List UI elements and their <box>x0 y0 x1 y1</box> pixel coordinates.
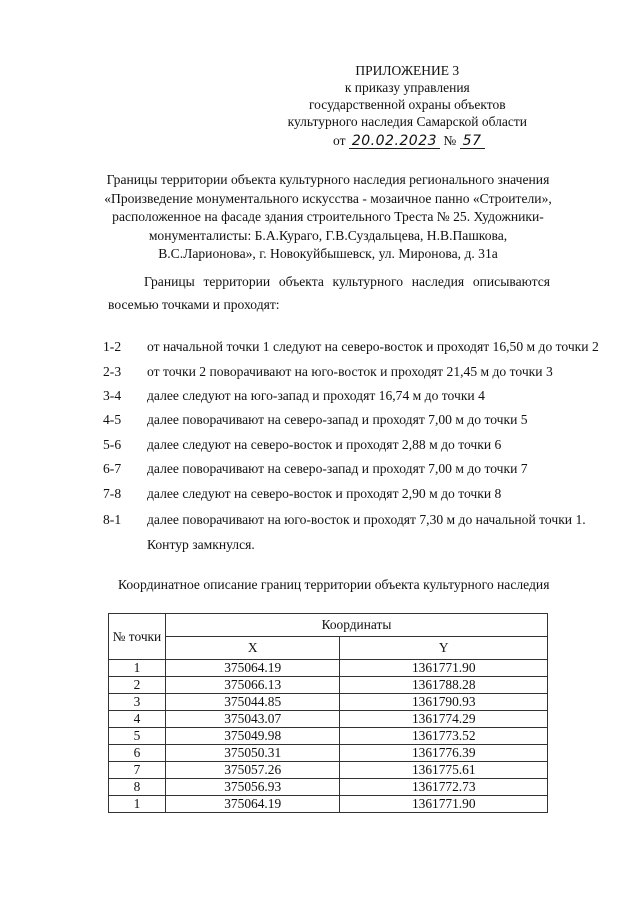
title-line: Границы территории объекта культурного наследия регионального значения <box>106 172 550 187</box>
segment-description: далее поворачивают на северо-запад и проходят 7,00 м до точки 7 <box>147 461 528 476</box>
table-row <box>109 762 548 779</box>
authority-line-1: государственной охраны объектов <box>308 97 506 112</box>
handwritten-date: 20.02.2023 <box>349 134 440 149</box>
table-row <box>109 796 548 813</box>
cell-point: 4 <box>109 711 166 728</box>
table-row <box>109 779 548 796</box>
number-prefix: № <box>443 133 457 148</box>
header-y: Y <box>340 637 548 660</box>
cell-y: 1361772.73 <box>340 779 548 796</box>
intro-line-1: Границы территории объекта культурного наследия описываются <box>144 274 550 289</box>
date-prefix: от <box>333 133 346 148</box>
segment-number: 4-5 <box>103 412 122 427</box>
cell-point: 1 <box>109 660 166 677</box>
cell-y: 1361771.90 <box>340 796 548 813</box>
segment-number: 5-6 <box>103 437 122 452</box>
segment-number: 7-8 <box>103 486 122 501</box>
header-point-number: № точки <box>109 614 166 660</box>
cell-x: 375057.26 <box>165 762 340 779</box>
header-x: X <box>165 637 340 660</box>
cell-y: 1361774.29 <box>340 711 548 728</box>
cell-y: 1361775.61 <box>340 762 548 779</box>
cell-y: 1361790.93 <box>340 694 548 711</box>
cell-x: 375056.93 <box>165 779 340 796</box>
appendix-header <box>288 62 527 130</box>
cell-x: 375066.13 <box>165 677 340 694</box>
table-row <box>109 677 548 694</box>
cell-y: 1361771.90 <box>340 660 548 677</box>
segment-description: далее поворачивают на северо-запад и проходят 7,00 м до точки 5 <box>147 412 528 427</box>
intro-line-2: восемью точками и проходят: <box>108 297 280 312</box>
handwritten-number: 57 <box>460 134 485 149</box>
title-line: монументалисты: Б.А.Кураго, Г.В.Суздальцева, Н.В.Пашкова, <box>148 227 508 243</box>
segment-description: далее следуют на юго-запад и проходят 16,74 м до точки 4 <box>147 388 485 403</box>
cell-y: 1361776.39 <box>340 745 548 762</box>
table-row <box>109 711 548 728</box>
segment-description: далее поворачивают на юго-восток и проходят 7,30 м до начальной точки 1. <box>147 512 586 527</box>
title-line: «Произведение монументального искусства - мозаичное панно «Строители», <box>104 190 552 206</box>
cell-point: 5 <box>109 728 166 745</box>
appendix-title: ПРИЛОЖЕНИЕ 3 <box>355 63 460 78</box>
cell-x: 375064.19 <box>165 796 340 813</box>
document-title <box>88 171 568 264</box>
table-row <box>109 728 548 745</box>
table-row <box>109 694 548 711</box>
segment-description: от точки 2 поворачивают на юго-восток и проходят 21,45 м до точки 3 <box>147 364 553 379</box>
cell-x: 375043.07 <box>165 711 340 728</box>
cell-point: 3 <box>109 694 166 711</box>
cell-point: 1 <box>109 796 166 813</box>
title-line: расположенное на фасаде здания строительного Треста № 25. Художники- <box>112 209 544 224</box>
cell-x: 375064.19 <box>165 660 340 677</box>
table-row <box>109 660 548 677</box>
cell-point: 6 <box>109 745 166 762</box>
order-reference: к приказу управления <box>344 80 470 95</box>
segment-description: от начальной точки 1 следуют на северо-восток и проходят 16,50 м до точки 2 <box>147 339 599 354</box>
coordinates-table <box>108 613 548 813</box>
cell-x: 375044.85 <box>165 694 340 711</box>
segment-description: далее следуют на северо-восток и проходят 2,90 м до точки 8 <box>147 486 502 501</box>
cell-point: 7 <box>109 762 166 779</box>
segment-number: 6-7 <box>103 461 122 476</box>
segment-description: далее следуют на северо-восток и проходят 2,88 м до точки 6 <box>147 437 502 452</box>
table-caption: Координатное описание границ территории объекта культурного наследия <box>118 577 550 592</box>
cell-point: 2 <box>109 677 166 694</box>
cell-x: 375050.31 <box>165 745 340 762</box>
segment-number: 1-2 <box>103 339 122 354</box>
cell-y: 1361773.52 <box>340 728 548 745</box>
segment-number: 3-4 <box>103 388 122 403</box>
segment-number: 2-3 <box>103 364 122 379</box>
table-row <box>109 745 548 762</box>
segment-number: 8-1 <box>103 512 122 527</box>
contour-closed-note: Контур замкнулся. <box>147 537 255 552</box>
cell-x: 375049.98 <box>165 728 340 745</box>
cell-y: 1361788.28 <box>340 677 548 694</box>
authority-line-2: культурного наследия Самарской области <box>287 114 527 129</box>
title-line: В.С.Ларионова», г. Новокуйбышевск, ул. Миронова, д. 31а <box>158 246 498 261</box>
cell-point: 8 <box>109 779 166 796</box>
header-coordinates: Координаты <box>165 614 547 637</box>
order-date-number <box>333 133 485 149</box>
